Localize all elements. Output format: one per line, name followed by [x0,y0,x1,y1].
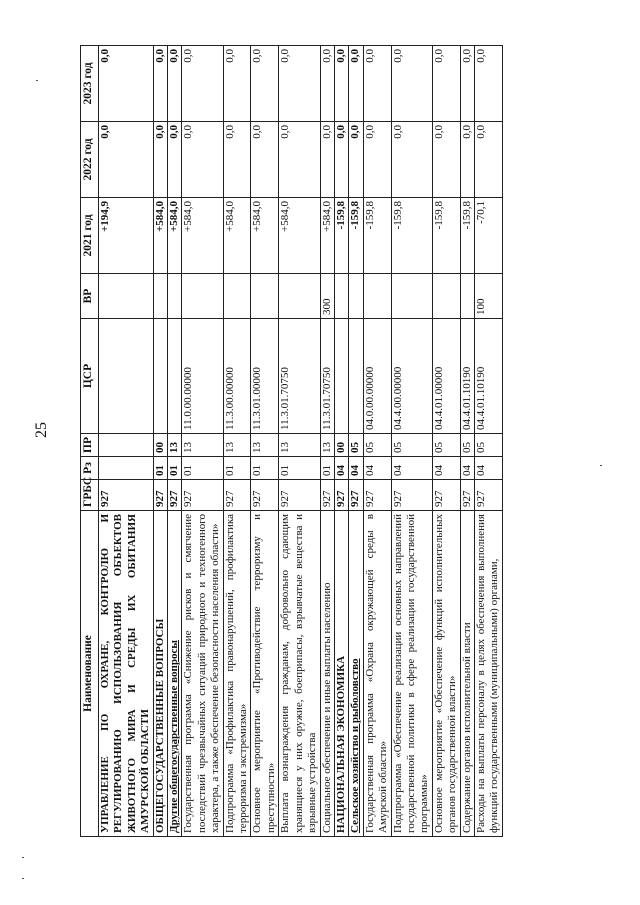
table-row [474,46,502,837]
table-row [349,46,363,837]
row-2021: +584,0 [279,198,320,274]
row-name: ОБЩЕГОСУДАРСТВЕННЫЕ ВОПРОСЫ [153,511,167,837]
row-rz: 01 [223,457,251,480]
row-2023: 0,0 [460,46,474,122]
row-rz: 01 [168,457,182,480]
row-name: Государственная программа «Охрана окружающей среды в Амурской области» [363,511,391,837]
row-csr [168,319,182,434]
row-name: Основное мероприятие «Обеспечение функций исполнительных органов государственной власти» [432,511,460,837]
row-pr: 05 [432,434,460,457]
row-grbs: 927 [460,480,474,511]
row-vr [99,274,154,319]
budget-table-frame [80,46,588,837]
row-pr: 05 [349,434,363,457]
row-2022: 0,0 [279,122,320,198]
row-rz: 04 [363,457,391,480]
row-2022: 0,0 [320,122,334,198]
row-2022: 0,0 [334,122,348,198]
row-2023: 0,0 [279,46,320,122]
row-vr [182,274,223,319]
row-name: Подпрограмма «Обеспечение реализации основных направлений государственной политики в сфере реализации государственной программы» [391,511,432,837]
row-pr: 13 [251,434,279,457]
row-2023: 0,0 [474,46,502,122]
row-csr: 04.4.01.10190 [474,319,502,434]
row-csr: 11.0.00.00000 [182,319,223,434]
table-row [460,46,474,837]
row-name: Подпрограмма «Профилактика правонарушений, профилактика терроризма и экстремизма» [223,511,251,837]
table-row [168,46,182,837]
row-pr: 05 [460,434,474,457]
row-2022: 0,0 [474,122,502,198]
row-2023: 0,0 [391,46,432,122]
row-grbs: 927 [363,480,391,511]
row-csr: 04.4.01.10190 [460,319,474,434]
row-name: Выплата вознаграждения гражданам, добровольно сдающим хранящиеся у них оружие, боеприпасы, взрывчатые вещества и взрывные устройства [279,511,320,837]
row-name: Содержание органов исполнительной власти [460,511,474,837]
row-2023: 0,0 [363,46,391,122]
row-rz: 01 [251,457,279,480]
row-name: Другие общегосударственные вопросы [168,511,182,837]
header-pr: ПР [81,434,99,457]
row-csr: 04.4.00.00000 [391,319,432,434]
row-csr [99,319,154,434]
row-2022: 0,0 [251,122,279,198]
row-2021: +584,0 [223,198,251,274]
row-2021: +584,0 [182,198,223,274]
row-rz: 04 [460,457,474,480]
row-2021: -159,8 [460,198,474,274]
row-vr [153,274,167,319]
table-row [391,46,432,837]
row-rz: 01 [182,457,223,480]
row-pr: 13 [223,434,251,457]
table-row [334,46,348,837]
row-grbs: 927 [99,480,154,511]
row-2022: 0,0 [223,122,251,198]
row-2021: -159,8 [391,198,432,274]
row-pr: 05 [391,434,432,457]
row-2021: -159,8 [432,198,460,274]
header-grbs: ГРБС [81,480,99,511]
row-csr: 11.3.00.00000 [223,319,251,434]
budget-table [80,45,503,837]
row-vr [223,274,251,319]
table-row [182,46,223,837]
row-grbs: 927 [432,480,460,511]
row-grbs: 927 [168,480,182,511]
header-2023: 2023 год [81,46,99,122]
table-row [251,46,279,837]
row-2023: 0,0 [320,46,334,122]
page-number: 25 [33,422,50,438]
row-grbs: 927 [223,480,251,511]
row-vr: 300 [320,274,334,319]
table-row [223,46,251,837]
table-row [320,46,334,837]
row-pr: 05 [474,434,502,457]
row-pr [99,434,154,457]
row-2023: 0,0 [153,46,167,122]
row-csr [334,319,348,434]
scan-speck [36,80,38,81]
row-vr: 100 [474,274,502,319]
scan-speck [22,878,24,879]
row-grbs: 927 [153,480,167,511]
row-name: Государственная программа «Снижение рисков и смягчение последствий чрезвычайных ситуаций природного и техногенного характера, а также обеспечение безопасности населения области» [182,511,223,837]
row-pr: 00 [153,434,167,457]
row-2022: 0,0 [460,122,474,198]
row-pr: 13 [168,434,182,457]
row-2023: 0,0 [99,46,154,122]
row-vr [363,274,391,319]
row-csr: 11.3.01.70750 [279,319,320,434]
row-csr: 04.4.01.00000 [432,319,460,434]
row-2022: 0,0 [99,122,154,198]
row-vr [279,274,320,319]
row-name: Основное мероприятие «Противодействие терроризму и преступности» [251,511,279,837]
row-rz: 04 [474,457,502,480]
table-row [363,46,391,837]
row-rz: 04 [432,457,460,480]
row-csr: 11.3.01.70750 [320,319,334,434]
row-grbs: 927 [349,480,363,511]
row-grbs: 927 [320,480,334,511]
row-rz: 01 [320,457,334,480]
row-rz: 04 [391,457,432,480]
row-2023: 0,0 [334,46,348,122]
row-2022: 0,0 [182,122,223,198]
row-vr [391,274,432,319]
header-vr: ВР [81,274,99,319]
row-2021: +584,0 [320,198,334,274]
row-grbs: 927 [474,480,502,511]
table-row [153,46,167,837]
row-rz: 01 [279,457,320,480]
row-name: НАЦИОНАЛЬНАЯ ЭКОНОМИКА [334,511,348,837]
row-2021: +584,0 [153,198,167,274]
row-grbs: 927 [279,480,320,511]
row-name: УПРАВЛЕНИЕ ПО ОХРАНЕ, КОНТРОЛЮ И РЕГУЛИРОВАНИЮ ИСПОЛЬЗОВАНИЯ ОБЪЕКТОВ ЖИВОТНОГО МИРА И СРЕДЫ ИХ ОБИТАНИЯ АМУРСКОЙ ОБЛАСТИ [99,511,154,837]
row-grbs: 927 [251,480,279,511]
row-2022: 0,0 [432,122,460,198]
row-csr [349,319,363,434]
row-vr [460,274,474,319]
table-row [279,46,320,837]
row-2023: 0,0 [168,46,182,122]
header-2022: 2022 год [81,122,99,198]
row-2021: +584,0 [168,198,182,274]
row-csr [153,319,167,434]
table-row [99,46,154,837]
row-2022: 0,0 [363,122,391,198]
row-vr [251,274,279,319]
row-2022: 0,0 [349,122,363,198]
row-vr [168,274,182,319]
row-pr: 00 [334,434,348,457]
row-2022: 0,0 [153,122,167,198]
header-2021: 2021 год [81,198,99,274]
row-2021: -159,8 [363,198,391,274]
scan-speck [22,857,24,858]
row-2023: 0,0 [349,46,363,122]
row-vr [432,274,460,319]
row-2021: -159,8 [334,198,348,274]
row-name: Сельское хозяйство и рыболовство [349,511,363,837]
row-2022: 0,0 [168,122,182,198]
table-row [432,46,460,837]
row-2021: +194,9 [99,198,154,274]
row-csr: 04.0.00.00000 [363,319,391,434]
row-vr [334,274,348,319]
row-grbs: 927 [391,480,432,511]
table-header-row [81,46,99,837]
row-2023: 0,0 [223,46,251,122]
row-rz [99,457,154,480]
row-2023: 0,0 [182,46,223,122]
row-2023: 0,0 [432,46,460,122]
header-name: Наименование [81,511,99,837]
row-rz: 04 [334,457,348,480]
row-vr [349,274,363,319]
row-2021: -70,1 [474,198,502,274]
scan-speck [600,465,602,466]
row-pr: 13 [182,434,223,457]
row-2022: 0,0 [391,122,432,198]
row-2023: 0,0 [251,46,279,122]
row-pr: 05 [363,434,391,457]
row-pr: 13 [320,434,334,457]
row-grbs: 927 [334,480,348,511]
row-pr: 13 [279,434,320,457]
row-rz: 01 [153,457,167,480]
row-grbs: 927 [182,480,223,511]
row-rz: 04 [349,457,363,480]
header-rz: Рз [81,457,99,480]
row-name: Социальное обеспечение и иные выплаты населению [320,511,334,837]
row-2021: +584,0 [251,198,279,274]
row-name: Расходы на выплаты персоналу в целях обеспечения выполнения функций государственными (муниципальными) органами, [474,511,502,837]
row-csr: 11.3.01.00000 [251,319,279,434]
header-csr: ЦСР [81,319,99,434]
row-2021: -159,8 [349,198,363,274]
